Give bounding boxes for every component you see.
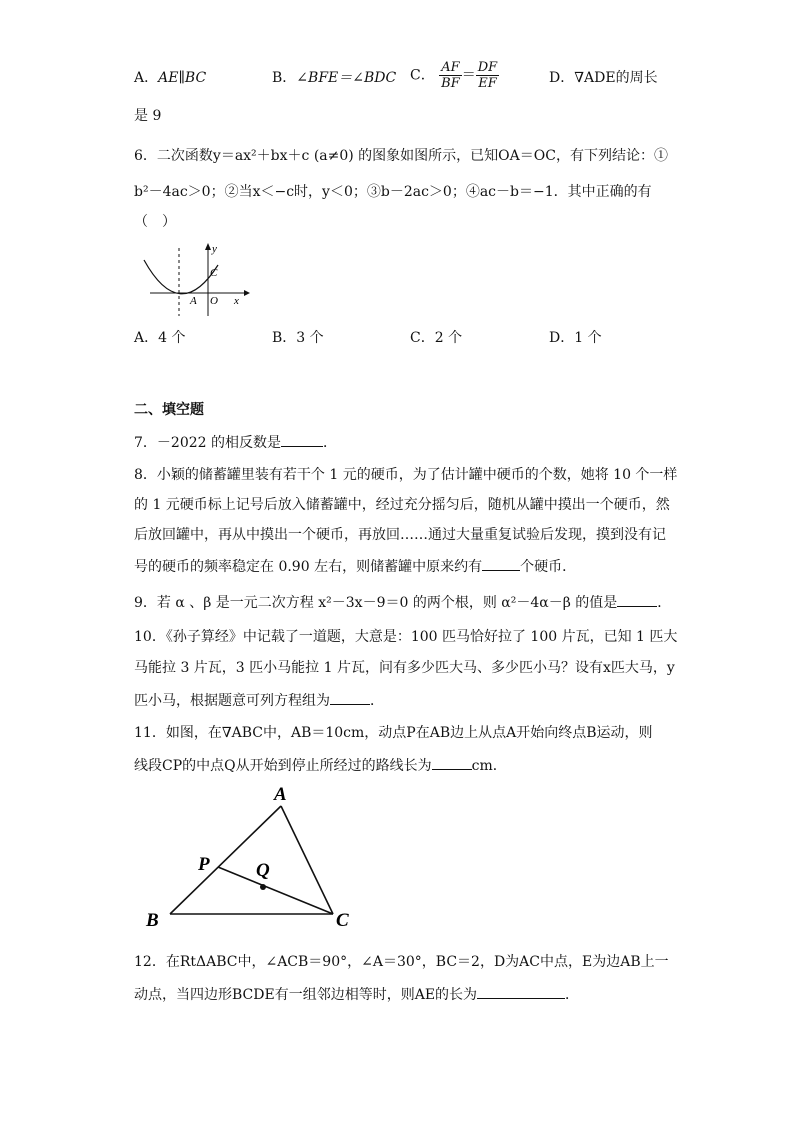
side-ac: [281, 806, 333, 914]
q11-line-2: [134, 755, 507, 776]
q6-option-b: B．3 个: [272, 330, 324, 346]
vertex-c-label: C: [336, 910, 349, 930]
point-q-label: Q: [256, 860, 270, 881]
q10-period: ．: [370, 693, 384, 709]
fraction-numerator: AF: [439, 60, 462, 76]
q6-option-d: D．1 个: [549, 330, 602, 346]
q5-option-b: [272, 68, 396, 88]
q5-option-d-label: D．: [549, 70, 575, 86]
q11-triangle-figure: [140, 780, 360, 930]
q12-line-1: 12．在RtΔABC中，∠ACB＝90°，∠A＝30°，BC＝2，D为AC中点，E为边AB上一: [134, 954, 669, 970]
q12-answer-blank[interactable]: [477, 984, 565, 999]
vertex-a-label: A: [274, 784, 287, 805]
q10-line-1: 10．《孙子算经》中记载了一道题，大意是：100 匹马恰好拉了 100 片瓦，已知 1 匹大: [134, 629, 678, 645]
q5-option-b-text: ∠BFE＝∠BDC: [296, 70, 397, 86]
q8-line-2: 的 1 元硬币标上记号后放入储蓄罐中，经过充分摇匀后，随机从罐中摸出一个硬币，然: [134, 497, 670, 513]
q8-answer-blank[interactable]: [482, 556, 520, 571]
q11-unit: cm．: [471, 758, 507, 774]
q12-line-2: [134, 984, 579, 1005]
q12-line-2-text: 动点，当四边形BCDE有一组邻边相等时，则AE的长为: [134, 987, 478, 1003]
parabola-curve: [144, 260, 218, 294]
q5-option-c-fraction-2: [476, 60, 499, 91]
q6-line-2: b²－4ac＞0；②当x＜−c时，y＜0；③b－2ac＞0；④ac－b＝−1．其中正确的有: [134, 184, 652, 200]
point-p-label: P: [198, 854, 210, 875]
q6-parabola-graph: [140, 240, 250, 318]
q6-option-c: C．2 个: [410, 330, 463, 346]
segment-cp: [218, 867, 333, 914]
q7: [134, 432, 337, 453]
q5-option-a: [134, 68, 206, 88]
q9-text: 9．若 α 、β 是一元二次方程 x²－3x－9＝0 的两个根，则 α²－4α－β 的值是: [134, 595, 618, 611]
y-axis-arrow-icon: [205, 243, 211, 250]
fraction-numerator: DF: [477, 60, 498, 75]
q7-period: ．: [323, 435, 337, 451]
q7-answer-blank[interactable]: [281, 432, 323, 447]
q5-option-c-fraction-1: [439, 60, 462, 91]
origin-label: O: [210, 295, 218, 307]
q8-line-4: [134, 556, 576, 577]
q9: [134, 592, 671, 613]
q9-period: ．: [657, 595, 672, 611]
point-c-label: C: [210, 267, 218, 279]
q11-line-2-text: 线段CP的中点Q从开始到停止所经过的路线长为: [134, 758, 432, 774]
vertex-b-label: B: [146, 910, 159, 930]
point-q: [260, 884, 266, 890]
q5-option-a-label: A．: [134, 70, 159, 86]
q5-option-b-label: B．: [272, 70, 297, 86]
q5-option-d: [549, 68, 658, 88]
y-axis-label: y: [212, 243, 217, 255]
q9-answer-blank[interactable]: [617, 592, 657, 607]
q5-option-c-label: C．: [410, 67, 435, 84]
q5-option-d-text: ∇ADE的周长: [574, 70, 658, 86]
q6-line-1: 6．二次函数y＝ax²＋bx＋c (a≠0) 的图象如图所示，已知OA＝OC，有下列结论：①: [134, 148, 668, 164]
section-2-title: 二、填空题: [134, 402, 204, 418]
equals-sign: ＝: [461, 67, 476, 84]
q10-line-2: 马能拉 3 片瓦，3 匹小马能拉 1 片瓦，问有多少匹大马、多少匹小马？设有x匹大马，y: [134, 660, 675, 676]
q6-option-a: A．4 个: [134, 330, 186, 346]
q10-answer-blank[interactable]: [330, 690, 370, 705]
x-axis-label: x: [234, 295, 239, 307]
q8-line-3: 后放回罐中，再从中摸出一个硬币，再放回……通过大量重复试验后发现，摸到没有记: [134, 527, 666, 543]
q5-option-a-text: AE∥BC: [158, 70, 207, 86]
x-axis-arrow-icon: [244, 290, 250, 296]
q5-option-d-continuation: 是 9: [134, 108, 162, 124]
q10-line-3-text: 匹小马，根据题意可列方程组为: [134, 693, 330, 709]
q8-line-4-end: 个硬币．: [520, 559, 577, 575]
point-a-label: A: [190, 295, 197, 307]
q8-line-1: 8．小颖的储蓄罐里装有若干个 1 元的硬币，为了估计罐中硬币的个数，她将 10 个一样: [134, 467, 678, 483]
q8-line-4-text: 号的硬币的频率稳定在 0.90 左右，则储蓄罐中原来约有: [134, 559, 483, 575]
q5-option-c: [410, 60, 499, 91]
q6-line-3: （ ）: [134, 214, 176, 230]
q11-line-1: 11．如图，在∇ABC中，AB＝10cm，动点P在AB边上从点A开始向终点B运动，则: [134, 725, 653, 741]
q11-answer-blank[interactable]: [432, 755, 472, 770]
q10-line-3: [134, 690, 384, 711]
fraction-denominator: BF: [441, 76, 460, 91]
fraction-denominator: EF: [478, 76, 497, 91]
q7-text: 7．－2022 的相反数是: [134, 435, 281, 451]
q12-period: ．: [565, 987, 580, 1003]
